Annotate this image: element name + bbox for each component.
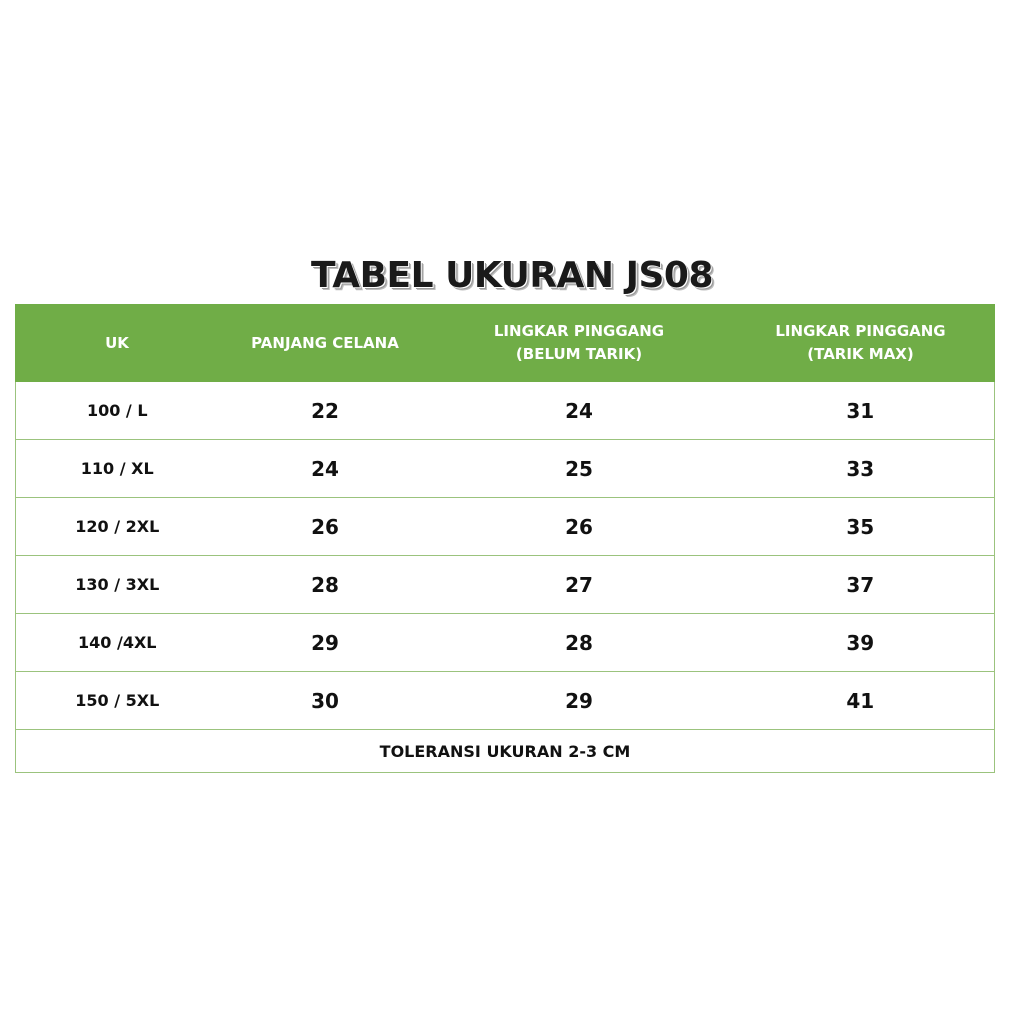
cell-panjang-celana: 26 — [219, 498, 432, 556]
table-row — [16, 440, 995, 498]
cell-lingkar-tarik-max: 31 — [727, 382, 995, 440]
cell-uk: 130 / 3XL — [16, 556, 219, 614]
cell-uk: 100 / L — [16, 382, 219, 440]
header-lingkar-tarik-max — [727, 305, 995, 382]
header-uk — [16, 305, 219, 382]
cell-panjang-celana: 28 — [219, 556, 432, 614]
cell-uk: 140 /4XL — [16, 614, 219, 672]
header-lingkar-belum-tarik-line1: LINGKAR PINGGANG — [493, 322, 665, 340]
cell-panjang-celana: 30 — [219, 672, 432, 730]
header-panjang-celana-label: PANJANG CELANA — [251, 333, 399, 352]
cell-lingkar-belum-tarik: 26 — [432, 498, 727, 556]
table-header-row — [16, 305, 995, 382]
cell-uk: 150 / 5XL — [16, 672, 219, 730]
size-table — [15, 304, 995, 773]
cell-uk: 110 / XL — [16, 440, 219, 498]
table-row — [16, 672, 995, 730]
header-lingkar-belum-tarik — [432, 305, 727, 382]
table-row — [16, 498, 995, 556]
cell-lingkar-tarik-max: 41 — [727, 672, 995, 730]
header-lingkar-tarik-max-line2: (TARIK MAX) — [807, 345, 914, 363]
cell-lingkar-belum-tarik: 29 — [432, 672, 727, 730]
tolerance-note: TOLERANSI UKURAN 2-3 CM — [16, 730, 995, 773]
table-row — [16, 556, 995, 614]
header-uk-label: UK — [105, 333, 129, 352]
cell-panjang-celana: 29 — [219, 614, 432, 672]
cell-uk: 120 / 2XL — [16, 498, 219, 556]
cell-lingkar-tarik-max: 37 — [727, 556, 995, 614]
cell-lingkar-belum-tarik: 24 — [432, 382, 727, 440]
cell-panjang-celana: 22 — [219, 382, 432, 440]
cell-lingkar-tarik-max: 33 — [727, 440, 995, 498]
cell-lingkar-tarik-max: 39 — [727, 614, 995, 672]
table-footer-row — [16, 730, 995, 773]
page-title: TABEL UKURAN JS08 — [310, 255, 714, 296]
cell-panjang-celana: 24 — [219, 440, 432, 498]
cell-lingkar-belum-tarik: 25 — [432, 440, 727, 498]
table-row — [16, 614, 995, 672]
cell-lingkar-belum-tarik: 27 — [432, 556, 727, 614]
cell-lingkar-belum-tarik: 28 — [432, 614, 727, 672]
cell-lingkar-tarik-max: 35 — [727, 498, 995, 556]
header-lingkar-tarik-max-line1: LINGKAR PINGGANG — [775, 322, 946, 340]
table-row — [16, 382, 995, 440]
header-lingkar-belum-tarik-line2: (BELUM TARIK) — [515, 345, 643, 363]
header-panjang-celana — [219, 305, 432, 382]
